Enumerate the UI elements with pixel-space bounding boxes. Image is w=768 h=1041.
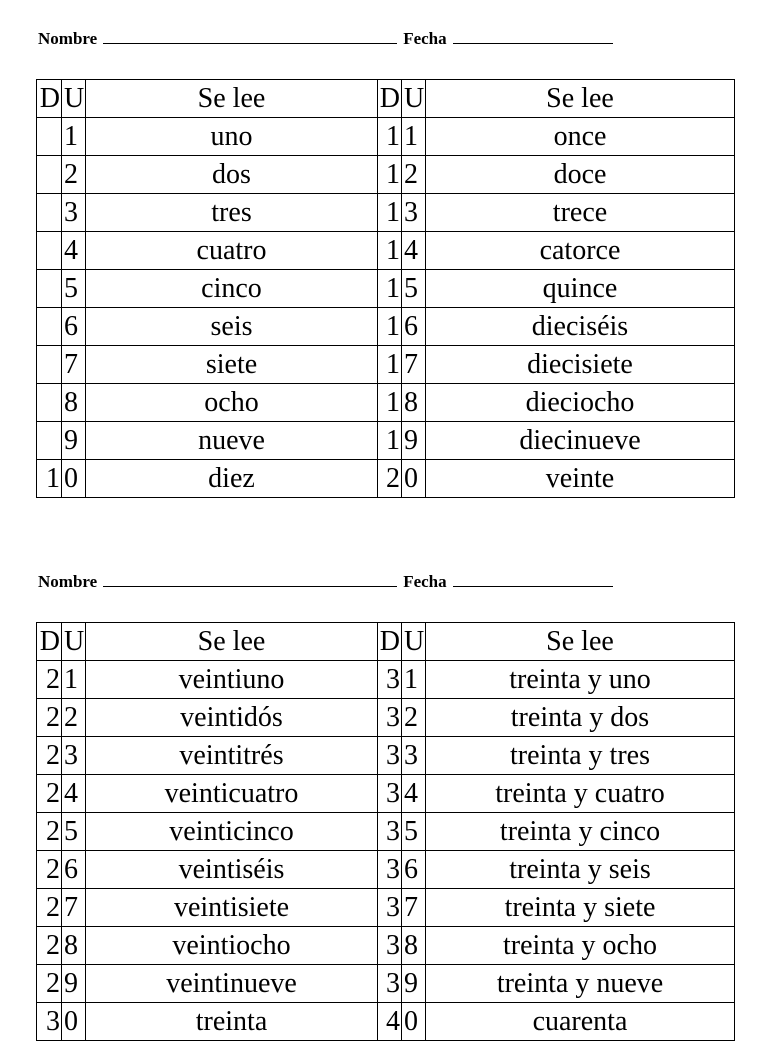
tens-digit-cell: 3 bbox=[378, 813, 402, 851]
column-header-reads: Se lee bbox=[426, 80, 735, 118]
tens-digit-cell: 2 bbox=[378, 460, 402, 498]
tens-digit-cell bbox=[37, 194, 62, 232]
units-digit-cell: 7 bbox=[402, 346, 426, 384]
units-digit-cell: 3 bbox=[402, 194, 426, 232]
number-word-cell: treinta y cinco bbox=[426, 813, 735, 851]
number-word-cell: treinta y siete bbox=[426, 889, 735, 927]
tens-digit-cell bbox=[37, 346, 62, 384]
units-digit-cell: 4 bbox=[62, 232, 86, 270]
table-header-row bbox=[37, 623, 735, 661]
table-row bbox=[37, 270, 735, 308]
units-digit-cell: 6 bbox=[62, 308, 86, 346]
number-word-cell: cuarenta bbox=[426, 1003, 735, 1041]
units-digit-cell: 0 bbox=[402, 1003, 426, 1041]
number-word-cell: veinticuatro bbox=[86, 775, 378, 813]
number-word-cell: treinta y uno bbox=[426, 661, 735, 699]
units-digit-cell: 3 bbox=[62, 194, 86, 232]
name-label: Nombre bbox=[38, 29, 98, 48]
number-word-cell: treinta y dos bbox=[426, 699, 735, 737]
number-word-cell: trece bbox=[426, 194, 735, 232]
tens-digit-cell: 4 bbox=[378, 1003, 402, 1041]
number-word-cell: veintitrés bbox=[86, 737, 378, 775]
units-digit-cell: 8 bbox=[62, 384, 86, 422]
units-digit-cell: 0 bbox=[62, 1003, 86, 1041]
date-blank-line[interactable] bbox=[453, 570, 613, 587]
units-digit-cell: 9 bbox=[402, 422, 426, 460]
column-header-d: D bbox=[37, 623, 62, 661]
number-word-cell: cuatro bbox=[86, 232, 378, 270]
tens-digit-cell: 3 bbox=[378, 965, 402, 1003]
tens-digit-cell: 3 bbox=[378, 737, 402, 775]
name-blank-line[interactable] bbox=[103, 27, 397, 44]
units-digit-cell: 0 bbox=[62, 460, 86, 498]
table-row bbox=[37, 699, 735, 737]
tens-digit-cell: 3 bbox=[378, 699, 402, 737]
number-word-cell: siete bbox=[86, 346, 378, 384]
tens-digit-cell: 1 bbox=[378, 156, 402, 194]
table-row bbox=[37, 889, 735, 927]
number-word-cell: catorce bbox=[426, 232, 735, 270]
table-row bbox=[37, 118, 735, 156]
units-digit-cell: 0 bbox=[402, 460, 426, 498]
tens-digit-cell: 3 bbox=[378, 661, 402, 699]
units-digit-cell: 7 bbox=[62, 346, 86, 384]
units-digit-cell: 5 bbox=[62, 813, 86, 851]
tens-digit-cell: 1 bbox=[378, 194, 402, 232]
units-digit-cell: 7 bbox=[62, 889, 86, 927]
number-word-cell: veintiuno bbox=[86, 661, 378, 699]
number-word-cell: tres bbox=[86, 194, 378, 232]
number-word-cell: veintiséis bbox=[86, 851, 378, 889]
number-word-cell: diecisiete bbox=[426, 346, 735, 384]
number-word-cell: doce bbox=[426, 156, 735, 194]
table-row bbox=[37, 1003, 735, 1041]
units-digit-cell: 8 bbox=[62, 927, 86, 965]
tens-digit-cell: 1 bbox=[378, 384, 402, 422]
number-word-cell: veintisiete bbox=[86, 889, 378, 927]
column-header-u: U bbox=[62, 623, 86, 661]
number-word-cell: treinta y nueve bbox=[426, 965, 735, 1003]
table-row bbox=[37, 460, 735, 498]
tens-digit-cell: 1 bbox=[378, 346, 402, 384]
number-word-cell: veintiocho bbox=[86, 927, 378, 965]
worksheet-header-1 bbox=[38, 27, 613, 51]
units-digit-cell: 1 bbox=[62, 118, 86, 156]
tens-digit-cell bbox=[37, 384, 62, 422]
number-word-cell: quince bbox=[426, 270, 735, 308]
units-digit-cell: 5 bbox=[62, 270, 86, 308]
tens-digit-cell bbox=[37, 118, 62, 156]
tens-digit-cell: 2 bbox=[37, 813, 62, 851]
name-label: Nombre bbox=[38, 572, 98, 591]
units-digit-cell: 9 bbox=[62, 422, 86, 460]
number-word-cell: veinte bbox=[426, 460, 735, 498]
units-digit-cell: 3 bbox=[62, 737, 86, 775]
units-digit-cell: 1 bbox=[402, 661, 426, 699]
units-digit-cell: 2 bbox=[62, 699, 86, 737]
units-digit-cell: 5 bbox=[402, 813, 426, 851]
units-digit-cell: 2 bbox=[62, 156, 86, 194]
tens-digit-cell: 3 bbox=[37, 1003, 62, 1041]
column-header-reads: Se lee bbox=[86, 80, 378, 118]
number-word-cell: dos bbox=[86, 156, 378, 194]
table-row bbox=[37, 737, 735, 775]
date-label: Fecha bbox=[403, 572, 447, 591]
table-row bbox=[37, 308, 735, 346]
numbers-table-1 bbox=[36, 79, 735, 498]
tens-digit-cell: 2 bbox=[37, 775, 62, 813]
table-row bbox=[37, 232, 735, 270]
tens-digit-cell bbox=[37, 270, 62, 308]
units-digit-cell: 1 bbox=[62, 661, 86, 699]
number-word-cell: treinta y tres bbox=[426, 737, 735, 775]
tens-digit-cell bbox=[37, 422, 62, 460]
units-digit-cell: 7 bbox=[402, 889, 426, 927]
column-header-reads: Se lee bbox=[86, 623, 378, 661]
number-word-cell: diecinueve bbox=[426, 422, 735, 460]
number-word-cell: cinco bbox=[86, 270, 378, 308]
tens-digit-cell: 2 bbox=[37, 737, 62, 775]
number-word-cell: nueve bbox=[86, 422, 378, 460]
numbers-table-2 bbox=[36, 622, 735, 1041]
tens-digit-cell: 3 bbox=[378, 927, 402, 965]
table-row bbox=[37, 775, 735, 813]
column-header-d: D bbox=[378, 80, 402, 118]
number-word-cell: uno bbox=[86, 118, 378, 156]
tens-digit-cell: 3 bbox=[378, 775, 402, 813]
table-row bbox=[37, 927, 735, 965]
table-row bbox=[37, 346, 735, 384]
column-header-u: U bbox=[62, 80, 86, 118]
units-digit-cell: 6 bbox=[402, 308, 426, 346]
name-blank-line[interactable] bbox=[103, 570, 397, 587]
number-word-cell: treinta y seis bbox=[426, 851, 735, 889]
units-digit-cell: 6 bbox=[402, 851, 426, 889]
number-word-cell: ocho bbox=[86, 384, 378, 422]
tens-digit-cell: 1 bbox=[378, 118, 402, 156]
tens-digit-cell: 2 bbox=[37, 889, 62, 927]
column-header-d: D bbox=[378, 623, 402, 661]
number-word-cell: dieciséis bbox=[426, 308, 735, 346]
date-label: Fecha bbox=[403, 29, 447, 48]
number-word-cell: veinticinco bbox=[86, 813, 378, 851]
units-digit-cell: 8 bbox=[402, 927, 426, 965]
tens-digit-cell bbox=[37, 232, 62, 270]
number-word-cell: seis bbox=[86, 308, 378, 346]
tens-digit-cell: 2 bbox=[37, 699, 62, 737]
units-digit-cell: 8 bbox=[402, 384, 426, 422]
tens-digit-cell: 2 bbox=[37, 661, 62, 699]
worksheet-header-2 bbox=[38, 570, 613, 594]
units-digit-cell: 9 bbox=[402, 965, 426, 1003]
table-row bbox=[37, 422, 735, 460]
table-row bbox=[37, 813, 735, 851]
column-header-reads: Se lee bbox=[426, 623, 735, 661]
number-word-cell: treinta y ocho bbox=[426, 927, 735, 965]
tens-digit-cell: 2 bbox=[37, 927, 62, 965]
table-row bbox=[37, 384, 735, 422]
number-word-cell: veintinueve bbox=[86, 965, 378, 1003]
number-word-cell: once bbox=[426, 118, 735, 156]
tens-digit-cell: 3 bbox=[378, 889, 402, 927]
units-digit-cell: 5 bbox=[402, 270, 426, 308]
units-digit-cell: 4 bbox=[402, 232, 426, 270]
column-header-u: U bbox=[402, 80, 426, 118]
tens-digit-cell bbox=[37, 156, 62, 194]
tens-digit-cell: 1 bbox=[378, 422, 402, 460]
table-row bbox=[37, 851, 735, 889]
units-digit-cell: 3 bbox=[402, 737, 426, 775]
units-digit-cell: 4 bbox=[62, 775, 86, 813]
tens-digit-cell bbox=[37, 308, 62, 346]
units-digit-cell: 1 bbox=[402, 118, 426, 156]
units-digit-cell: 2 bbox=[402, 156, 426, 194]
number-word-cell: diez bbox=[86, 460, 378, 498]
tens-digit-cell: 1 bbox=[378, 308, 402, 346]
number-word-cell: dieciocho bbox=[426, 384, 735, 422]
date-blank-line[interactable] bbox=[453, 27, 613, 44]
units-digit-cell: 4 bbox=[402, 775, 426, 813]
column-header-d: D bbox=[37, 80, 62, 118]
units-digit-cell: 9 bbox=[62, 965, 86, 1003]
tens-digit-cell: 2 bbox=[37, 965, 62, 1003]
table-row bbox=[37, 661, 735, 699]
number-word-cell: treinta bbox=[86, 1003, 378, 1041]
number-word-cell: veintidós bbox=[86, 699, 378, 737]
tens-digit-cell: 2 bbox=[37, 851, 62, 889]
tens-digit-cell: 1 bbox=[378, 232, 402, 270]
tens-digit-cell: 3 bbox=[378, 851, 402, 889]
tens-digit-cell: 1 bbox=[378, 270, 402, 308]
units-digit-cell: 6 bbox=[62, 851, 86, 889]
table-header-row bbox=[37, 80, 735, 118]
column-header-u: U bbox=[402, 623, 426, 661]
table-row bbox=[37, 965, 735, 1003]
units-digit-cell: 2 bbox=[402, 699, 426, 737]
table-row bbox=[37, 194, 735, 232]
tens-digit-cell: 1 bbox=[37, 460, 62, 498]
table-row bbox=[37, 156, 735, 194]
number-word-cell: treinta y cuatro bbox=[426, 775, 735, 813]
